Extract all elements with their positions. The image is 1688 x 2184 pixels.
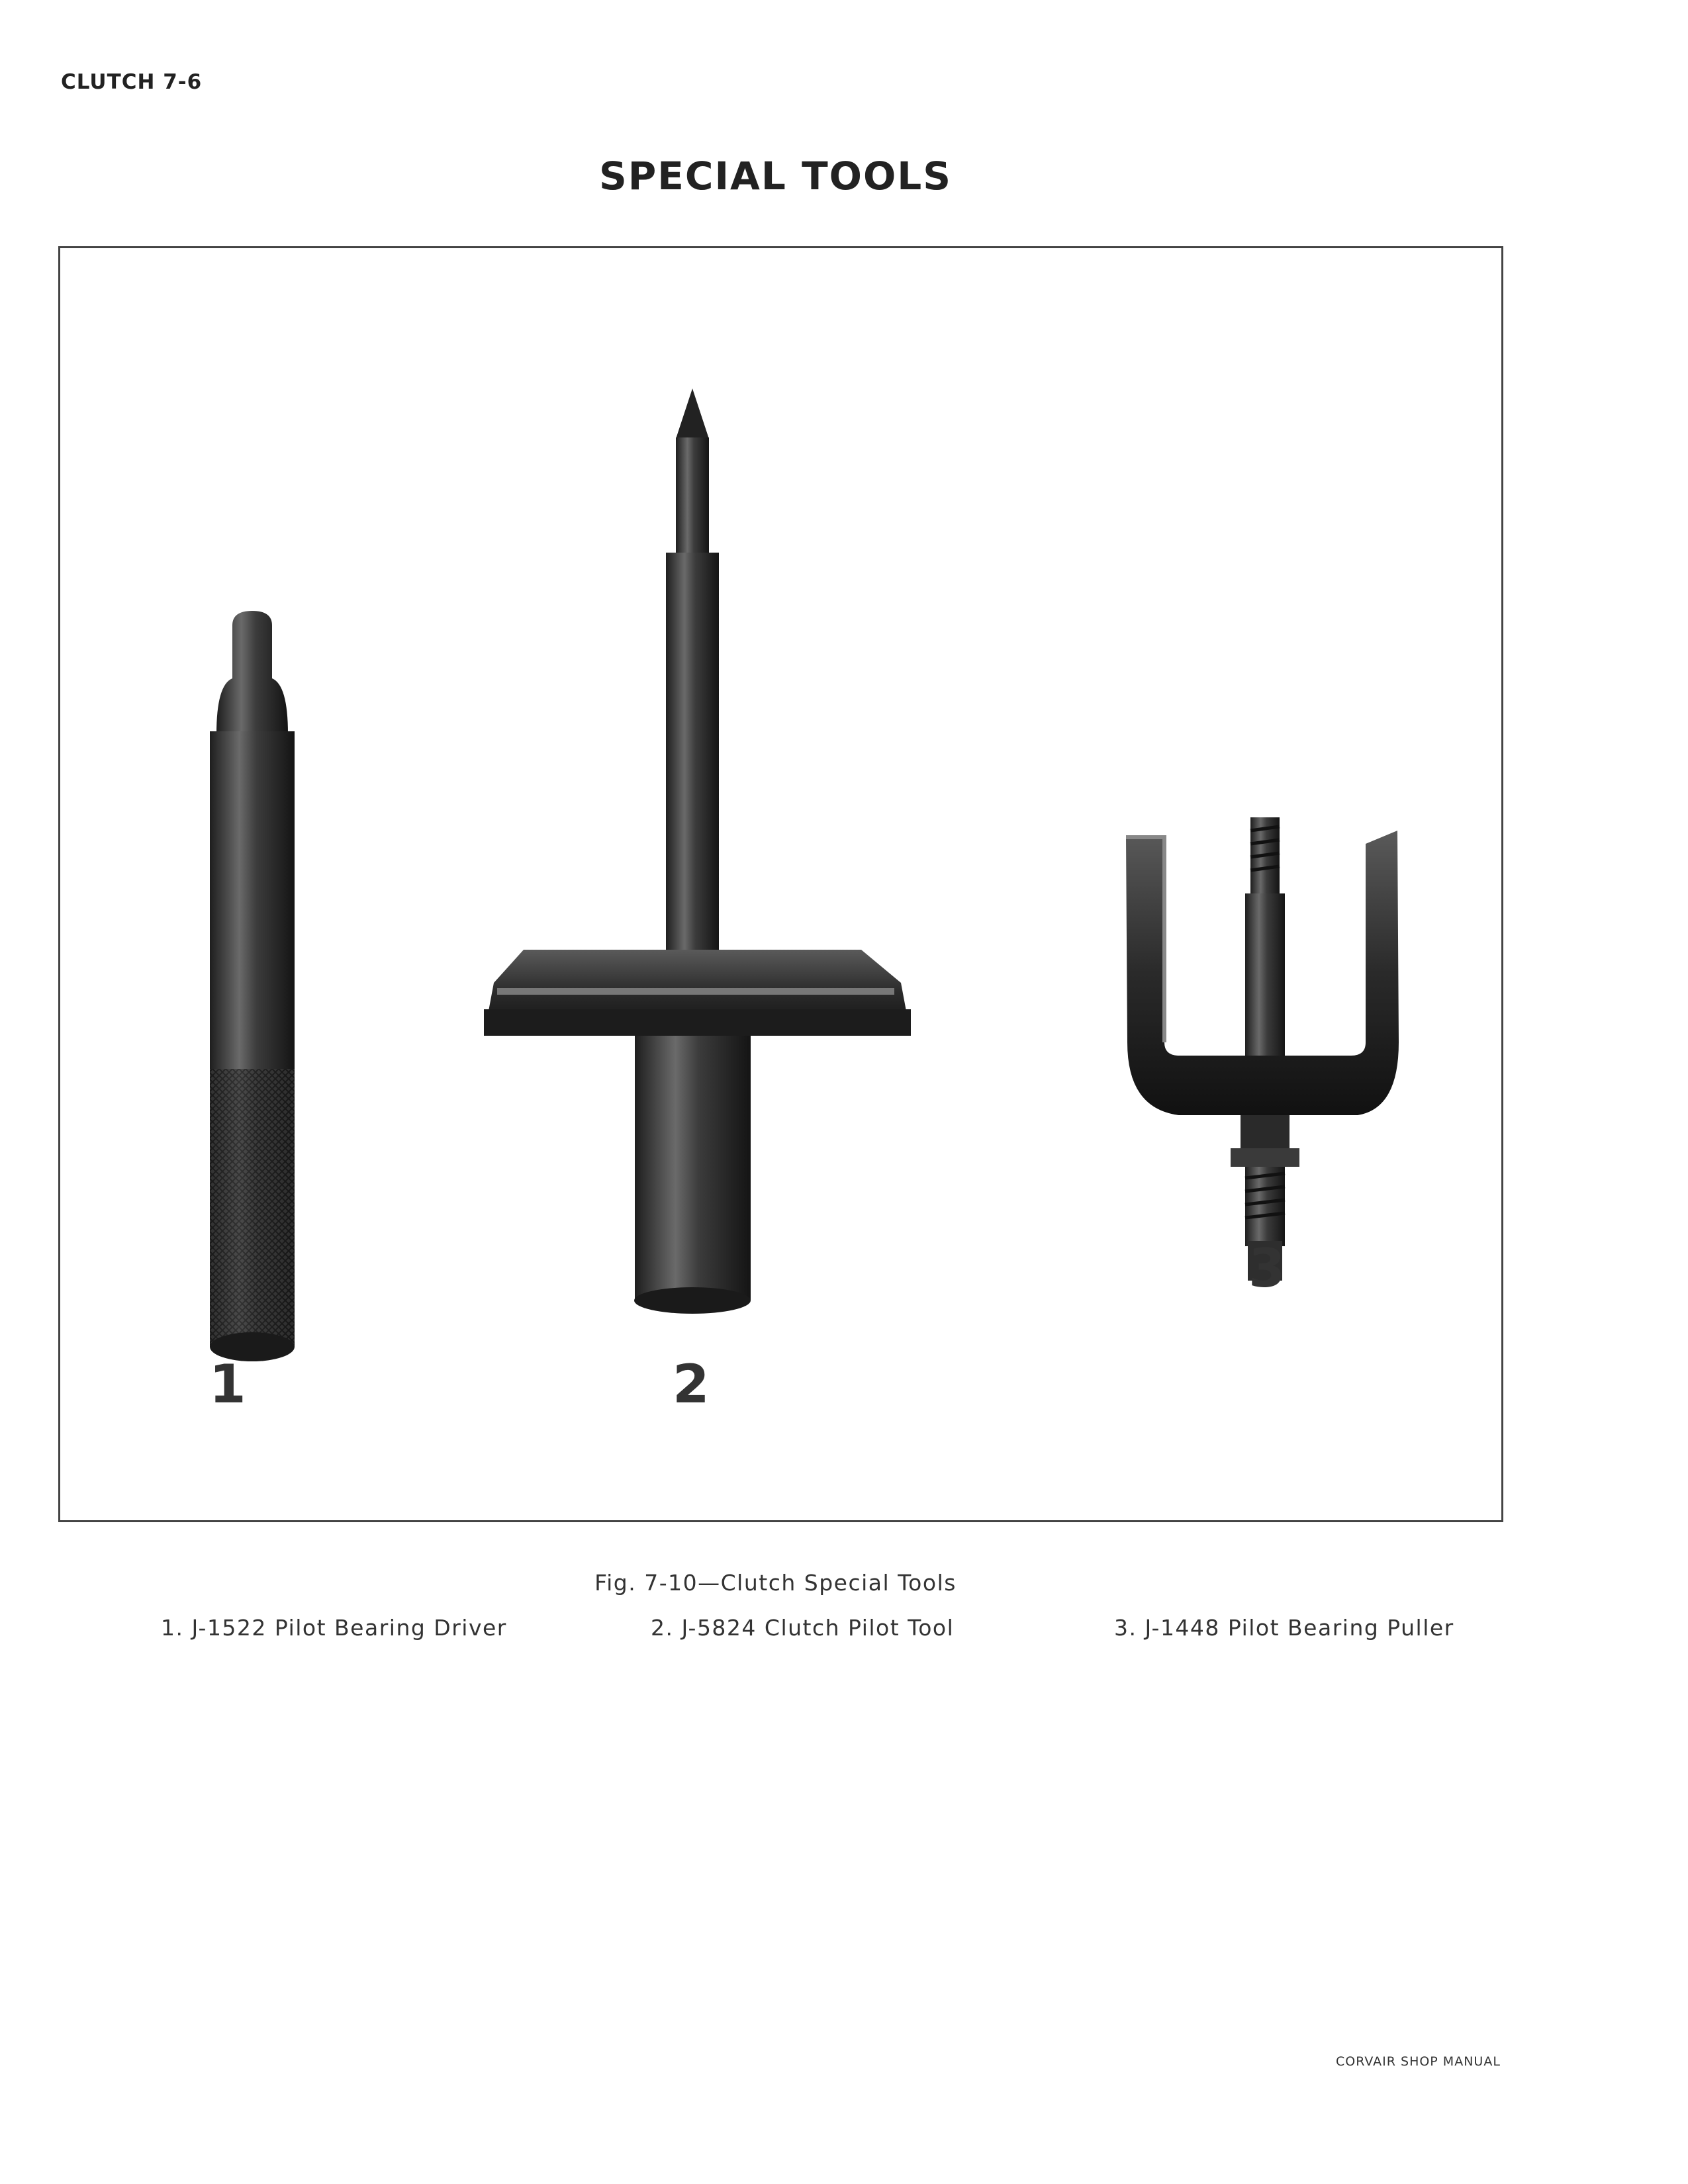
pilot-bearing-driver-image xyxy=(210,611,295,1361)
page-title: SPECIAL TOOLS xyxy=(599,154,952,199)
legend-item-1: 1. J-1522 Pilot Bearing Driver xyxy=(161,1615,507,1641)
callout-2: 2 xyxy=(673,1353,710,1415)
callout-1: 1 xyxy=(209,1353,246,1415)
legend-item-3: 3. J-1448 Pilot Bearing Puller xyxy=(1114,1615,1454,1641)
footer: CORVAIR SHOP MANUAL xyxy=(1336,2054,1501,2069)
legend-item-2: 2. J-5824 Clutch Pilot Tool xyxy=(651,1615,955,1641)
figure-caption: Fig. 7-10—Clutch Special Tools xyxy=(594,1570,957,1596)
clutch-pilot-tool-image xyxy=(484,388,911,1314)
tools-photo xyxy=(60,248,1501,1520)
pilot-bearing-puller-image xyxy=(1126,817,1399,1281)
page-header: CLUTCH 7-6 xyxy=(61,70,203,94)
callout-3: 3 xyxy=(1248,1238,1286,1299)
figure-frame xyxy=(58,246,1503,1522)
